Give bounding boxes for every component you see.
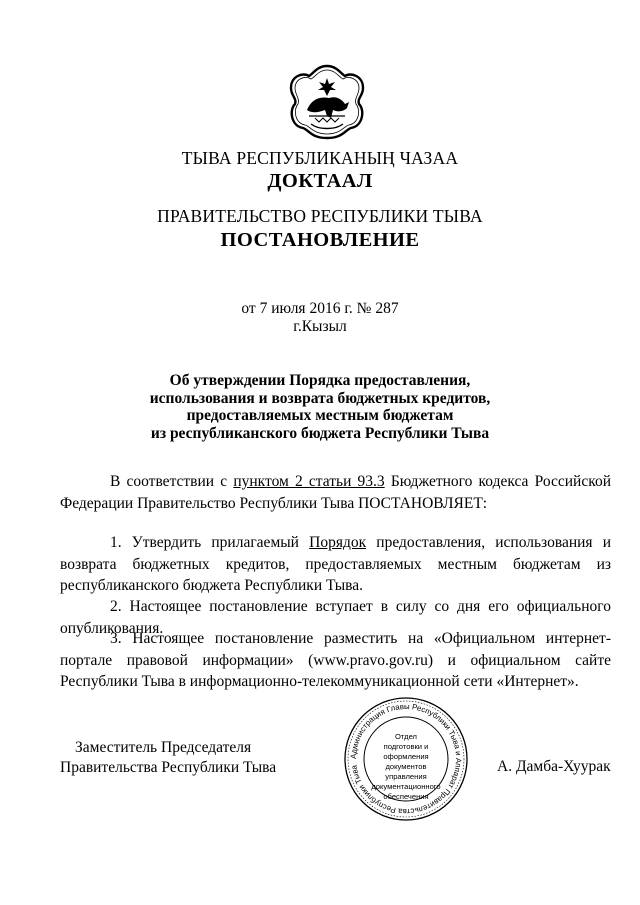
header-tuva-doc-type: ДОКТААЛ xyxy=(267,170,373,192)
item-3-paragraph: 3. Настоящее постановление разместить на «Официальном интернет-портале правовой информации» (www.pravo.gov.ru) и официальном сайте Республики Тыва в информационно-телекоммуникационной сети «Интернет». xyxy=(60,630,611,690)
stamp-line: обеспечения xyxy=(383,792,429,801)
document-title xyxy=(0,372,640,442)
preamble-text: В соответствии с xyxy=(110,473,234,490)
header-ru-doc-type: ПОСТАНОВЛЕНИЕ xyxy=(220,229,420,251)
city: г.Кызыл xyxy=(293,318,347,335)
title-line: из республиканского бюджета Республики Тыва xyxy=(150,424,490,442)
stamp-line: Отдел xyxy=(395,732,417,741)
title-line: предоставляемых местным бюджетам xyxy=(186,407,454,424)
item-1-paragraph xyxy=(60,532,611,597)
signatory-position xyxy=(60,738,276,778)
item-2-paragraph: 2. Настоящее постановление вступает в силу со дня его официального опубликования. xyxy=(60,598,611,637)
signatory-name: А. Дамба-Хуурак xyxy=(497,758,611,775)
header-tuva-line: ТЫВА РЕСПУБЛИКАНЫҢ ЧАЗАА xyxy=(181,148,459,168)
position-line: Заместитель Председателя xyxy=(75,739,252,756)
preamble-paragraph xyxy=(60,471,611,514)
tuva-coat-of-arms-icon xyxy=(285,60,369,144)
stamp-line: оформления документов xyxy=(383,752,429,771)
stamp-line: подготовки и xyxy=(383,742,429,751)
title-line: Об утверждении Порядка предоставления, xyxy=(169,372,471,389)
procedure-link[interactable]: Порядок xyxy=(309,534,367,551)
item-1-text-tail: предоставления, использования и возврата бюджетных кредитов, предоставляемых местным бюджетам из республиканского бюджета Республики Тыва. xyxy=(60,534,611,594)
item-1-text: 1. Утвердить прилагаемый xyxy=(110,534,310,551)
header-ru-line: ПРАВИТЕЛЬСТВО РЕСПУБЛИКИ ТЫВА xyxy=(157,206,483,226)
date-number: от 7 июля 2016 г. № 287 xyxy=(241,300,399,317)
preamble-text-tail: Бюджетного кодекса Российской Федерации Правительство Республики Тыва ПОСТАНОВЛЯЕТ: xyxy=(60,473,611,512)
stamp-line: документационного xyxy=(371,782,441,791)
position-line: Правительства Республики Тыва xyxy=(60,759,277,776)
stamp-ring-text: Администрация Главы Республики Тыва и Аппарат Правительства Республики Тыва xyxy=(348,701,464,817)
title-line: использования и возврата бюджетных кредитов, xyxy=(149,389,491,407)
stamp-center-text xyxy=(369,732,443,802)
code-article-link[interactable]: пунктом 2 статьи 93.3 xyxy=(233,473,385,490)
stamp-line: управления xyxy=(385,772,427,781)
